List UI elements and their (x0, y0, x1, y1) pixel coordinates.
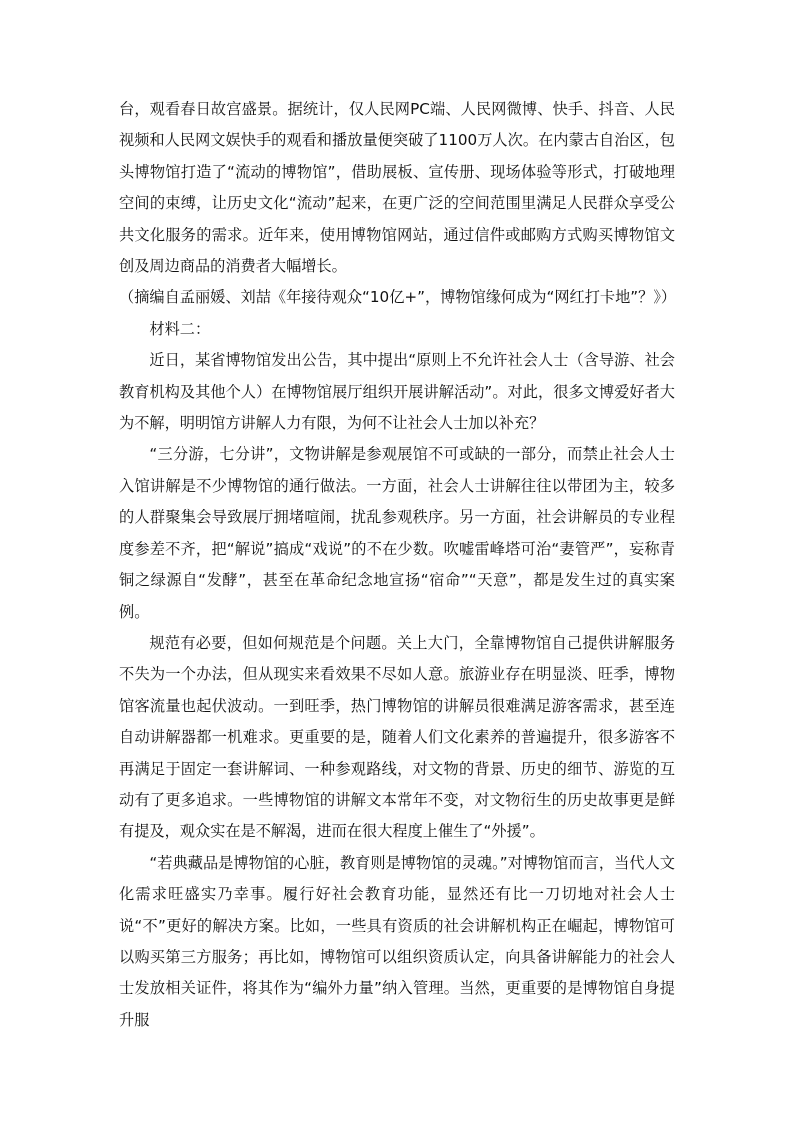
paragraph-1: 台，观看春日故宫盛景。据统计，仅人民网PC端、人民网微博、快手、抖音、人民视频和人民网文娱快手的观看和播放量便突破了1100万人次。在内蒙古自治区，包头博物馆打造了“流动的博物馆”，借助展板、宣传册、现场体验等形式，打破地理空间的束缚，让历史文化“流动”起来，在更广泛的空间范围里满足人民群众享受公共文化服务的需求。近年来，使用博物馆网站，通过信件或邮购方式购买博物馆文创及周边商品的消费者大幅增长。 (119, 100, 675, 276)
document-body (119, 94, 675, 1036)
paragraph-3: “三分游，七分讲”，文物讲解是参观展馆不可或缺的一部分，而禁止社会人士入馆讲解是不少博物馆的通行做法。一方面，社会人士讲解往往以带团为主，较多的人群聚集会导致展厅拥堵喧闹，扰乱参观秩序。另一方面，社会讲解员的专业程度参差不齐，把“解说”搞成“戏说”的不在少数。吹嘘雷峰塔可治“妻管严”，妄称青铜之绿源自“发酵”，甚至在革命纪念地宣扬“宿命”“天意”，都是发生过的真实案例。 (119, 445, 675, 621)
paragraph-2: 近日，某省博物馆发出公告，其中提出“原则上不允许社会人士（含导游、社会教育机构及其他个人）在博物馆展厅组织开展讲解活动”。对此，很多文博爱好者大为不解，明明馆方讲解人力有限，为何不让社会人士加以补充？ (119, 351, 675, 433)
paragraph-4: 规范有必要，但如何规范是个问题。关上大门，全靠博物馆自己提供讲解服务不失为一个办法，但从现实来看效果不尽如人意。旅游业存在明显淡、旺季，博物馆客流量也起伏波动。一到旺季，热门博物馆的讲解员很难满足游客需求，甚至连自动讲解器都一机难求。更重要的是，随着人们文化素养的普遍提升，很多游客不再满足于固定一套讲解词、一种参观路线，对文物的背景、历史的细节、游览的互动有了更多追求。一些博物馆的讲解文本常年不变，对文物衍生的历史故事更是鲜有提及，观众实在是不解渴，进而在很大程度上催生了“外援”。 (119, 633, 675, 841)
citation: （摘编自孟丽媛、刘喆《年接待观众“10亿+”，博物馆缘何成为“网红打卡地”？》） (119, 288, 677, 307)
material-two-label: 材料二： (149, 319, 211, 338)
paragraph-5: “若典藏品是博物馆的心脏，教育则是博物馆的灵魂。”对博物馆而言，当代人文化需求旺盛实乃幸事。履行好社会教育功能，显然还有比一刀切地对社会人士说“不”更好的解决方案。比如，一些具有资质的社会讲解机构正在崛起，博物馆可以购买第三方服务；再比如，博物馆可以组织资质认定，向具备讲解能力的社会人士发放相关证件，将其作为“编外力量”纳入管理。当然，更重要的是博物馆自身提升服 (119, 853, 675, 1029)
